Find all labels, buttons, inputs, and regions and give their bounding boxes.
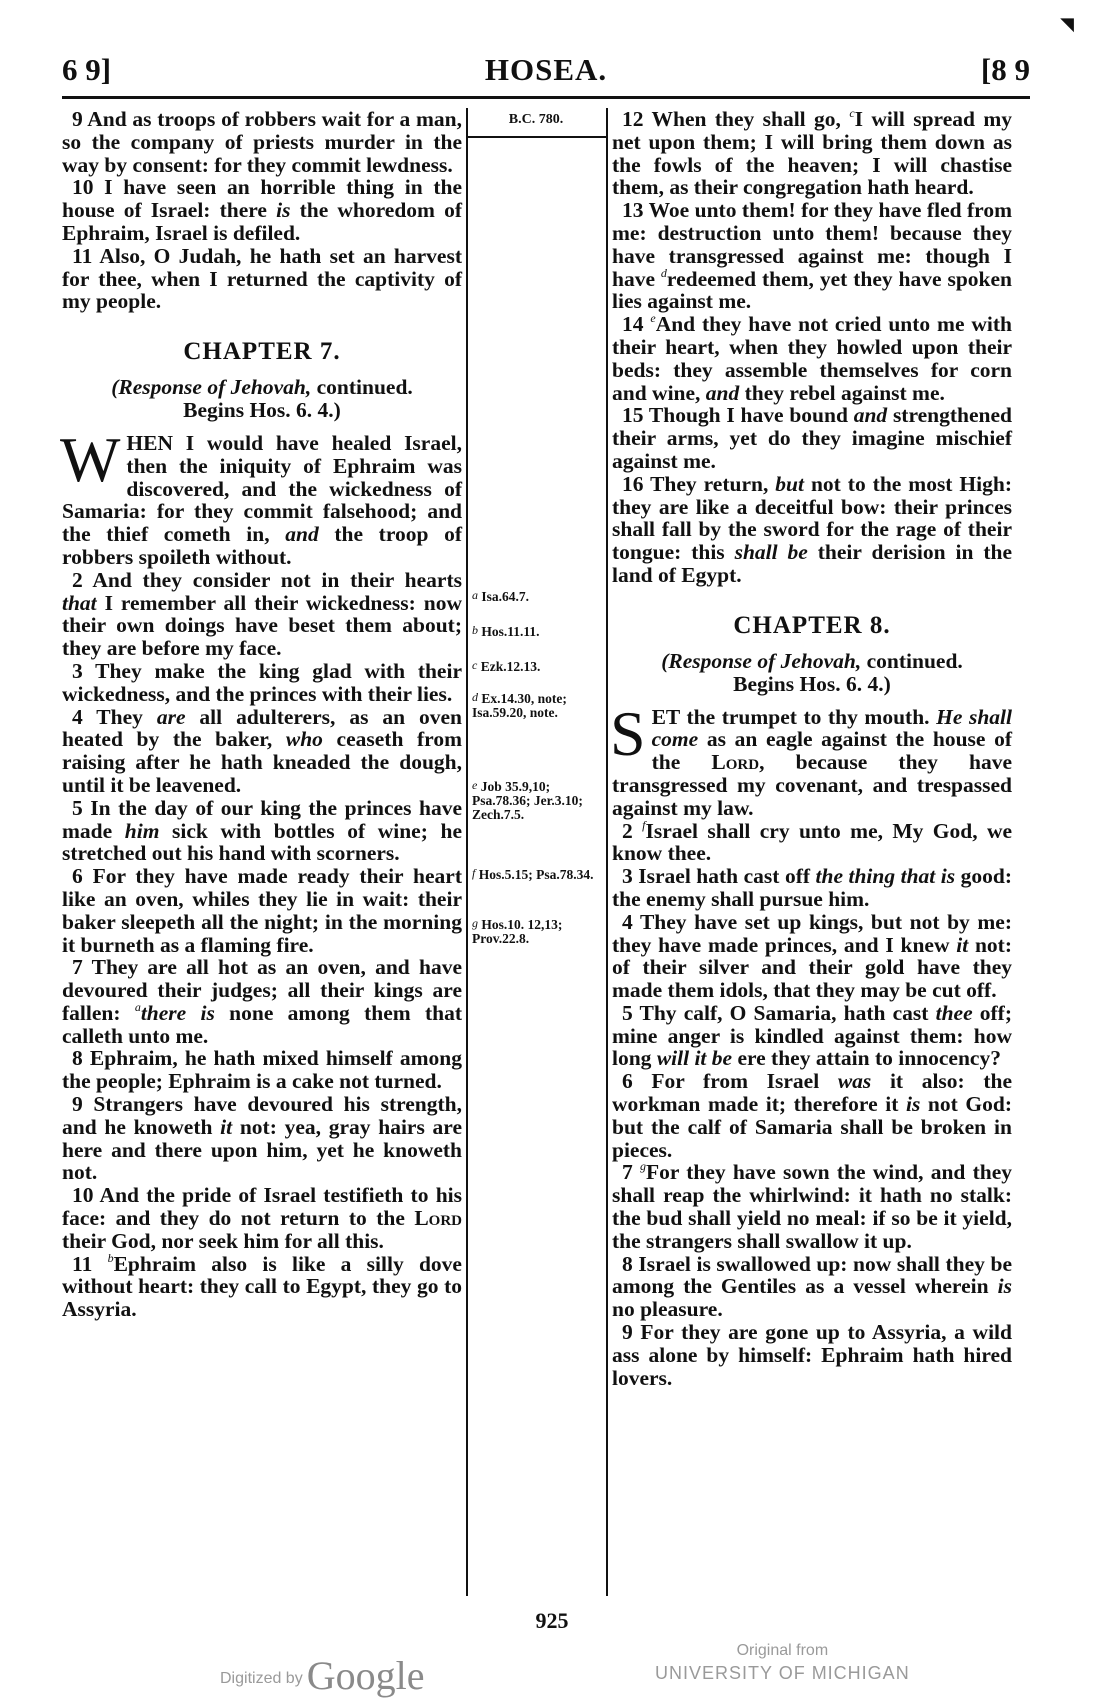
margin-ref-b: $^b$ Hos.11.11.	[472, 623, 540, 639]
verse-7-8: 8 Ephraim, he hath mixed himself among the people; Ephraim is a cake not turned.	[62, 1046, 462, 1094]
book-title: HOSEA.	[484, 52, 608, 87]
verse-8-7: 7 $^g$For they have sown the wind, and they shall reap the whirlwind: it hath no stalk: the bud shall yield no meal: if so be it yield, the strangers shall swallow it up.	[612, 1159, 1013, 1253]
header-left-reference: 6 9]	[62, 52, 112, 87]
column-divider-right	[606, 108, 608, 1596]
verse-7-5: 5 In the day of our king the princes have made him sick with bottles of wine; he stretched out his hand with scorners.	[62, 795, 462, 866]
verse-7-11: 11 $^b$Ephraim also is like a silly dove without heart: they call to Egypt, they go to Assyria.	[62, 1250, 462, 1322]
chapter-8-heading: CHAPTER 8.	[733, 611, 891, 639]
header-right-reference: [8 9	[980, 52, 1030, 87]
verse-7-10: 10 And the pride of Israel testifieth to his face: and they do not return to the Lord their God, nor seek him for all this.	[62, 1183, 462, 1253]
verse-8-8: 8 Israel is swallowed up: now shall they be among the Gentiles as a vessel wherein is no pleasure.	[612, 1251, 1012, 1322]
verse-7-9: 9 Strangers have devoured his strength, and he knoweth it not: yea, gray hairs are here and there upon him, yet he knoweth not.	[62, 1092, 462, 1185]
verse-7-15: 15 Though I have bound and strengthened their arms, yet do they imagine mischief against me.	[612, 403, 1012, 473]
verse-8-9: 9 For they are gone up to Assyria, a wild ass alone by himself: Ephraim hath hired lovers.	[612, 1320, 1012, 1390]
verse-7-7: 7 They are all hot as an oven, and have devoured their judges; all their kings are fallen: $^a$there is none among them that calleth unto me.	[62, 955, 462, 1048]
verse-6-9: 9 And as troops of robbers wait for a man, so the company of priests murder in the way by consent: for they commit lewdness.	[62, 107, 462, 177]
verse-7-12: 12 When they shall go, $^c$I will spread my net upon them; I will bring them down as the fowls of the heaven; I will chastise them, as their congregation hath heard.	[612, 106, 1013, 200]
drop-cap-w: W	[60, 423, 121, 495]
verse-8-5: 5 Thy calf, O Samaria, hath cast thee off; mine anger is kindled against them: how long will it be ere they attain to innocency?	[612, 1000, 1012, 1071]
verse-6-10: 10 I have seen an horrible thing in the house of Israel: there is the whoredom of Ephraim, Israel is defiled.	[62, 175, 462, 245]
margin-date: B.C. 780.	[508, 112, 564, 127]
running-header	[62, 52, 1030, 98]
corner-mark: ◥	[1060, 14, 1074, 34]
verse-8-4: 4 They have set up kings, but not by me: they have made princes, and I knew it not: of their silver and their gold have they made them idols, that they may be cut off.	[612, 909, 1013, 1003]
verse-7-16: 16 They return, but not to the most High: they are like a deceitful bow: their princes shall fall by the sword for the rage of their tongue: this shall be their derision in the land of Egypt.	[612, 471, 1012, 587]
header-rule	[62, 96, 1030, 99]
page-number: 925	[535, 1608, 569, 1633]
left-column	[62, 108, 462, 1321]
chapter-7-heading: CHAPTER 7.	[183, 338, 341, 366]
verse-8-6: 6 For from Israel was it also: the workman made it; therefore it is not God: but the calf of Samaria shall be broken in pieces.	[612, 1069, 1013, 1162]
digitized-by-watermark: Digitized by Google	[220, 1653, 425, 1698]
verse-8-3: 3 Israel hath cast off the thing that is good: the enemy shall pursue him.	[612, 864, 1012, 911]
verse-7-13: 13 Woe unto them! for they have fled from me: destruction unto them! because they have transgressed against me: though I have $^d$redeemed them, yet they have spoken lies against me.	[612, 198, 1012, 314]
margin-date-rule	[466, 136, 606, 138]
column-divider-left	[466, 108, 468, 1596]
verse-7-6: 6 For they have made ready their heart like an oven, whiles they lie in wait: their baker sleepeth all the night; in the morning it burneth as a flaming fire.	[62, 864, 462, 957]
verse-7-2: 2 And they consider not in their hearts that I remember all their wickedness: now their own doings have beset them about; they are before my face.	[62, 567, 462, 661]
google-logo: Google	[306, 1653, 425, 1698]
verse-7-14: 14 $^e$And they have not cried unto me with their heart, when they howled upon their beds: they assemble themselves for corn and wine, and they rebel against me.	[612, 311, 1012, 405]
verse-8-1: SET the trumpet to thy mouth. He shall come as an eagle against the house of the Lord, because they have transgressed my covenant, and trespassed against my law.	[610, 697, 1012, 820]
margin-ref-f: $^f$ Hos.5.15; Psa.78.34.	[472, 866, 594, 882]
verse-7-3: 3 They make the king glad with their wickedness, and the princes with their lies.	[62, 658, 462, 706]
right-column	[612, 108, 1012, 1389]
verse-8-2: 2 $^f$Israel shall cry unto me, My God, we know thee.	[612, 817, 1013, 866]
verse-7-1: WHEN I would have healed Israel, then the iniquity of Ephraim was discovered, and the wickedness of Samaria: for they commit falsehood; and the thief cometh in, and the troop of robbers spoileth without.	[60, 423, 462, 569]
margin-ref-a: $^a$ Isa.64.7.	[472, 588, 530, 604]
original-from-watermark: Original from UNIVERSITY OF MICHIGAN	[655, 1642, 910, 1683]
drop-cap-s: S	[610, 697, 646, 769]
verse-7-4: 4 They are all adulterers, as an oven heated by the baker, who ceaseth from raising after he hath kneaded the dough, until it be leavened.	[62, 704, 463, 797]
margin-ref-d: $^d$ Ex.14.30, note; Isa.59.20, note.	[472, 690, 567, 720]
chapter-8-subheading: (Response of Jehovah, continued. Begins Hos. 6. 4.)	[661, 648, 963, 696]
verse-6-11: 11 Also, O Judah, he hath set an harvest for thee, when I returned the captivity of my people.	[62, 243, 462, 314]
margin-ref-g: $^g$ Hos.10. 12,13; Prov.22.8.	[472, 916, 563, 946]
margin-ref-c: $^c$ Ezk.12.13.	[472, 658, 541, 674]
margin-ref-e: $^e$ Job 35.9,10; Psa.78.36; Jer.3.10; Zech.7.5.	[472, 778, 583, 822]
chapter-7-subheading: (Response of Jehovah, continued. Begins Hos. 6. 4.)	[111, 374, 413, 422]
